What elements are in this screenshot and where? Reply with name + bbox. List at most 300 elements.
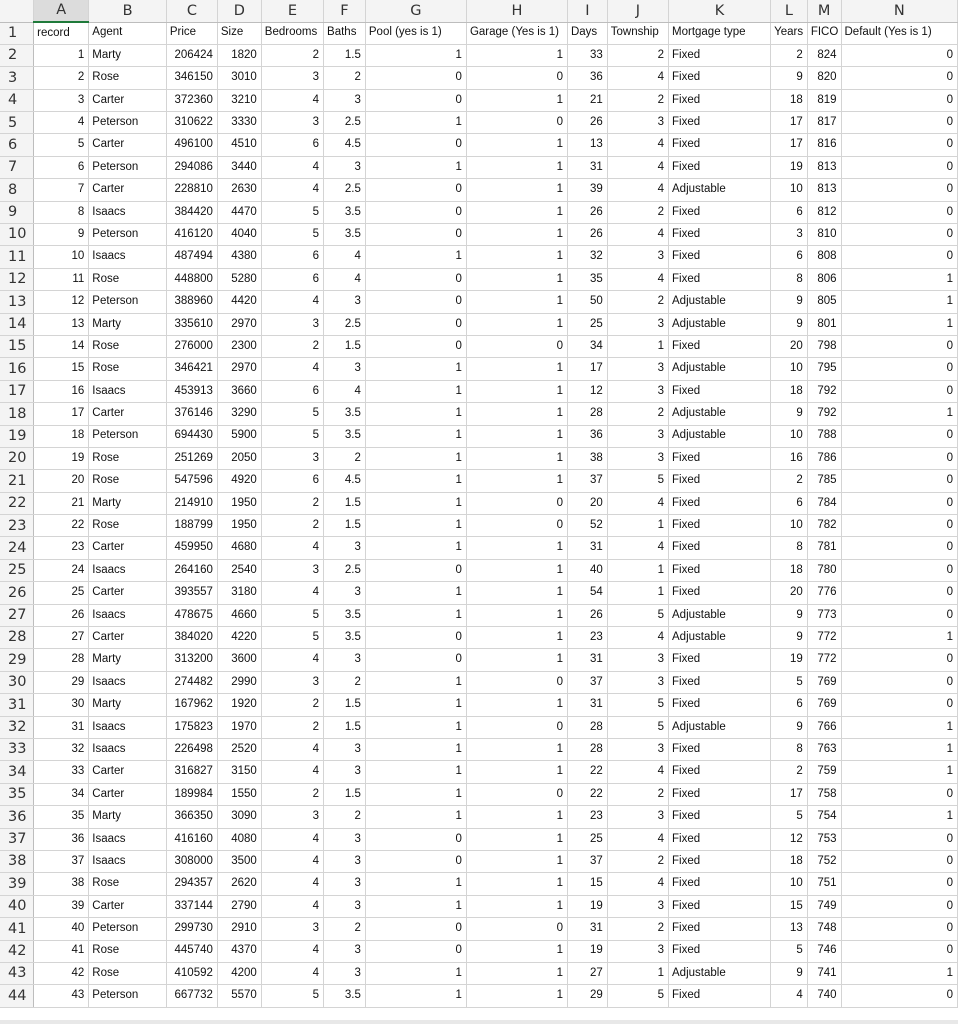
cell[interactable]: 1 xyxy=(466,380,567,402)
cell[interactable]: 5 xyxy=(771,940,808,962)
cell[interactable]: 36 xyxy=(567,67,607,89)
header-cell[interactable]: Township xyxy=(607,22,668,44)
cell[interactable]: 0 xyxy=(841,671,958,693)
cell[interactable]: 12 xyxy=(771,828,808,850)
cell[interactable]: 798 xyxy=(807,335,841,357)
cell[interactable]: 226498 xyxy=(166,739,217,761)
cell[interactable]: Isaacs xyxy=(89,828,167,850)
cell[interactable]: 763 xyxy=(807,739,841,761)
cell[interactable]: 2970 xyxy=(217,358,261,380)
cell[interactable]: 35 xyxy=(567,268,607,290)
cell[interactable]: 54 xyxy=(567,582,607,604)
cell[interactable]: 16 xyxy=(771,447,808,469)
row-header[interactable]: 41 xyxy=(0,918,34,940)
cell[interactable]: 0 xyxy=(841,201,958,223)
cell[interactable]: Fixed xyxy=(669,582,771,604)
column-header-n[interactable]: N xyxy=(841,0,958,22)
cell[interactable]: 0 xyxy=(841,89,958,111)
cell[interactable]: 1 xyxy=(365,604,466,626)
cell[interactable]: 1 xyxy=(466,962,567,984)
select-all-corner[interactable] xyxy=(0,0,34,22)
cell[interactable]: Isaacs xyxy=(89,201,167,223)
cell[interactable]: 23 xyxy=(34,537,89,559)
cell[interactable]: 4920 xyxy=(217,470,261,492)
cell[interactable]: 34 xyxy=(34,783,89,805)
cell[interactable]: 694430 xyxy=(166,425,217,447)
cell[interactable]: 3 xyxy=(324,739,366,761)
cell[interactable]: 2540 xyxy=(217,559,261,581)
cell[interactable]: 18 xyxy=(771,559,808,581)
cell[interactable]: 3330 xyxy=(217,112,261,134)
cell[interactable]: Adjustable xyxy=(669,604,771,626)
row-header[interactable]: 44 xyxy=(0,985,34,1007)
cell[interactable]: 31 xyxy=(567,918,607,940)
cell[interactable]: 18 xyxy=(771,850,808,872)
row-header[interactable]: 14 xyxy=(0,313,34,335)
cell[interactable]: 40 xyxy=(567,559,607,581)
cell[interactable]: 813 xyxy=(807,156,841,178)
cell[interactable]: 1 xyxy=(365,537,466,559)
cell[interactable]: Fixed xyxy=(669,761,771,783)
cell[interactable]: 346150 xyxy=(166,67,217,89)
cell[interactable]: 3 xyxy=(261,67,323,89)
cell[interactable]: 3.5 xyxy=(324,201,366,223)
cell[interactable]: 812 xyxy=(807,201,841,223)
column-header-l[interactable]: L xyxy=(771,0,808,22)
cell[interactable]: 31 xyxy=(34,716,89,738)
cell[interactable]: 2 xyxy=(261,716,323,738)
cell[interactable]: 0 xyxy=(841,582,958,604)
cell[interactable]: 5280 xyxy=(217,268,261,290)
cell[interactable]: 1 xyxy=(365,739,466,761)
cell[interactable]: Isaacs xyxy=(89,716,167,738)
cell[interactable]: 28 xyxy=(567,716,607,738)
cell[interactable]: 2 xyxy=(324,806,366,828)
cell[interactable]: 3 xyxy=(261,313,323,335)
cell[interactable]: 0 xyxy=(466,492,567,514)
cell[interactable]: 1 xyxy=(365,806,466,828)
cell[interactable]: 313200 xyxy=(166,649,217,671)
cell[interactable]: 3.5 xyxy=(324,425,366,447)
cell[interactable]: 0 xyxy=(466,67,567,89)
cell[interactable]: 740 xyxy=(807,985,841,1007)
cell[interactable]: 40 xyxy=(34,918,89,940)
cell[interactable]: 2520 xyxy=(217,739,261,761)
cell[interactable]: 808 xyxy=(807,246,841,268)
cell[interactable]: 12 xyxy=(34,291,89,313)
row-header[interactable]: 28 xyxy=(0,627,34,649)
cell[interactable]: 38 xyxy=(34,873,89,895)
cell[interactable]: 1950 xyxy=(217,515,261,537)
cell[interactable]: 175823 xyxy=(166,716,217,738)
cell[interactable]: 1 xyxy=(466,246,567,268)
cell[interactable]: Marty xyxy=(89,313,167,335)
cell[interactable]: 1950 xyxy=(217,492,261,514)
cell[interactable]: 21 xyxy=(567,89,607,111)
cell[interactable]: Fixed xyxy=(669,940,771,962)
cell[interactable]: 1 xyxy=(466,537,567,559)
cell[interactable]: 1 xyxy=(365,246,466,268)
cell[interactable]: 0 xyxy=(841,179,958,201)
cell[interactable]: 2 xyxy=(34,67,89,89)
cell[interactable]: 189984 xyxy=(166,783,217,805)
cell[interactable]: 1.5 xyxy=(324,335,366,357)
cell[interactable]: Fixed xyxy=(669,380,771,402)
cell[interactable]: 4 xyxy=(261,761,323,783)
cell[interactable]: 33 xyxy=(34,761,89,783)
cell[interactable]: 7 xyxy=(34,179,89,201)
cell[interactable]: 824 xyxy=(807,44,841,66)
cell[interactable]: 10 xyxy=(771,179,808,201)
cell[interactable]: Adjustable xyxy=(669,358,771,380)
cell[interactable]: 1 xyxy=(466,44,567,66)
cell[interactable]: 453913 xyxy=(166,380,217,402)
cell[interactable]: 3 xyxy=(324,940,366,962)
cell[interactable]: 5 xyxy=(34,134,89,156)
header-cell[interactable]: Size xyxy=(217,22,261,44)
cell[interactable]: 1 xyxy=(841,291,958,313)
cell[interactable]: 6 xyxy=(261,470,323,492)
cell[interactable]: 37 xyxy=(567,671,607,693)
cell[interactable]: 20 xyxy=(567,492,607,514)
cell[interactable]: 2 xyxy=(324,918,366,940)
cell[interactable]: 5 xyxy=(261,201,323,223)
cell[interactable]: 1.5 xyxy=(324,716,366,738)
cell[interactable]: 9 xyxy=(771,67,808,89)
cell[interactable]: 3 xyxy=(324,89,366,111)
cell[interactable]: Peterson xyxy=(89,985,167,1007)
cell[interactable]: 0 xyxy=(841,380,958,402)
cell[interactable]: 792 xyxy=(807,380,841,402)
cell[interactable]: 2630 xyxy=(217,179,261,201)
cell[interactable]: 766 xyxy=(807,716,841,738)
cell[interactable]: Fixed xyxy=(669,447,771,469)
cell[interactable]: 36 xyxy=(567,425,607,447)
cell[interactable]: 5 xyxy=(261,985,323,1007)
cell[interactable]: 3 xyxy=(324,962,366,984)
cell[interactable]: 2 xyxy=(261,44,323,66)
cell[interactable]: 1.5 xyxy=(324,44,366,66)
column-header-f[interactable]: F xyxy=(324,0,366,22)
cell[interactable]: 3 xyxy=(324,156,366,178)
cell[interactable]: 17 xyxy=(34,403,89,425)
cell[interactable]: Carter xyxy=(89,582,167,604)
cell[interactable]: 11 xyxy=(34,268,89,290)
cell[interactable]: 4 xyxy=(607,537,668,559)
cell[interactable]: 3500 xyxy=(217,850,261,872)
cell[interactable]: 31 xyxy=(567,156,607,178)
row-header[interactable]: 32 xyxy=(0,716,34,738)
cell[interactable]: 0 xyxy=(365,918,466,940)
cell[interactable]: 1 xyxy=(466,604,567,626)
cell[interactable]: Adjustable xyxy=(669,403,771,425)
cell[interactable]: 1 xyxy=(466,89,567,111)
cell[interactable]: 4 xyxy=(261,895,323,917)
cell[interactable]: 310622 xyxy=(166,112,217,134)
cell[interactable]: 6 xyxy=(261,268,323,290)
cell[interactable]: 4 xyxy=(261,962,323,984)
cell[interactable]: 667732 xyxy=(166,985,217,1007)
row-header[interactable]: 9 xyxy=(0,201,34,223)
column-header-j[interactable]: J xyxy=(607,0,668,22)
row-header[interactable]: 40 xyxy=(0,895,34,917)
header-cell[interactable]: Bedrooms xyxy=(261,22,323,44)
cell[interactable]: 1 xyxy=(365,358,466,380)
cell[interactable]: Fixed xyxy=(669,649,771,671)
cell[interactable]: 29 xyxy=(34,671,89,693)
cell[interactable]: 5 xyxy=(607,716,668,738)
cell[interactable]: Isaacs xyxy=(89,604,167,626)
cell[interactable]: Peterson xyxy=(89,112,167,134)
cell[interactable]: Rose xyxy=(89,268,167,290)
cell[interactable]: 5 xyxy=(771,671,808,693)
cell[interactable]: 8 xyxy=(771,739,808,761)
row-header[interactable]: 42 xyxy=(0,940,34,962)
cell[interactable]: 4 xyxy=(607,268,668,290)
cell[interactable]: Fixed xyxy=(669,268,771,290)
cell[interactable]: Rose xyxy=(89,873,167,895)
cell[interactable]: 1820 xyxy=(217,44,261,66)
cell[interactable]: Adjustable xyxy=(669,962,771,984)
cell[interactable]: 3 xyxy=(771,224,808,246)
cell[interactable]: 780 xyxy=(807,559,841,581)
cell[interactable]: 18 xyxy=(771,89,808,111)
cell[interactable]: 1 xyxy=(466,559,567,581)
cell[interactable]: 26 xyxy=(567,201,607,223)
cell[interactable]: 0 xyxy=(365,335,466,357)
cell[interactable]: 372360 xyxy=(166,89,217,111)
cell[interactable]: 5 xyxy=(607,985,668,1007)
cell[interactable]: 28 xyxy=(34,649,89,671)
cell[interactable]: Isaacs xyxy=(89,380,167,402)
cell[interactable]: 3 xyxy=(324,649,366,671)
cell[interactable]: Carter xyxy=(89,403,167,425)
cell[interactable]: 3 xyxy=(324,761,366,783)
cell[interactable]: 3 xyxy=(324,895,366,917)
cell[interactable]: 20 xyxy=(771,582,808,604)
cell[interactable]: 0 xyxy=(841,828,958,850)
cell[interactable]: 3.5 xyxy=(324,224,366,246)
cell[interactable]: Fixed xyxy=(669,694,771,716)
cell[interactable]: 1 xyxy=(466,291,567,313)
row-header[interactable]: 19 xyxy=(0,425,34,447)
cell[interactable]: 393557 xyxy=(166,582,217,604)
cell[interactable]: 1.5 xyxy=(324,515,366,537)
cell[interactable]: Carter xyxy=(89,537,167,559)
cell[interactable]: Marty xyxy=(89,649,167,671)
cell[interactable]: 3 xyxy=(607,313,668,335)
cell[interactable]: 3.5 xyxy=(324,985,366,1007)
cell[interactable]: 0 xyxy=(841,447,958,469)
cell[interactable]: 3600 xyxy=(217,649,261,671)
cell[interactable]: Carter xyxy=(89,783,167,805)
row-header[interactable]: 1 xyxy=(0,22,34,44)
cell[interactable]: 0 xyxy=(841,783,958,805)
cell[interactable]: 0 xyxy=(841,44,958,66)
cell[interactable]: 3 xyxy=(607,895,668,917)
cell[interactable]: 0 xyxy=(365,850,466,872)
cell[interactable]: 753 xyxy=(807,828,841,850)
cell[interactable]: 2 xyxy=(324,447,366,469)
cell[interactable]: 6 xyxy=(771,694,808,716)
cell[interactable]: 10 xyxy=(34,246,89,268)
cell[interactable]: 206424 xyxy=(166,44,217,66)
cell[interactable]: 1 xyxy=(466,985,567,1007)
cell[interactable]: 19 xyxy=(771,156,808,178)
cell[interactable]: Fixed xyxy=(669,335,771,357)
row-header[interactable]: 31 xyxy=(0,694,34,716)
cell[interactable]: 1 xyxy=(466,268,567,290)
cell[interactable]: 3 xyxy=(607,380,668,402)
row-header[interactable]: 30 xyxy=(0,671,34,693)
cell[interactable]: Carter xyxy=(89,89,167,111)
cell[interactable]: 4 xyxy=(261,179,323,201)
cell[interactable]: 748 xyxy=(807,918,841,940)
cell[interactable]: 2 xyxy=(607,44,668,66)
cell[interactable]: 792 xyxy=(807,403,841,425)
cell[interactable]: 3 xyxy=(324,582,366,604)
cell[interactable]: 805 xyxy=(807,291,841,313)
cell[interactable]: 0 xyxy=(841,537,958,559)
cell[interactable]: 4 xyxy=(34,112,89,134)
cell[interactable]: Fixed xyxy=(669,112,771,134)
cell[interactable]: Marty xyxy=(89,44,167,66)
cell[interactable]: 3010 xyxy=(217,67,261,89)
cell[interactable]: Isaacs xyxy=(89,850,167,872)
column-header-b[interactable]: B xyxy=(89,0,167,22)
cell[interactable]: 788 xyxy=(807,425,841,447)
cell[interactable]: 4 xyxy=(771,985,808,1007)
cell[interactable]: 758 xyxy=(807,783,841,805)
cell[interactable]: 769 xyxy=(807,694,841,716)
cell[interactable]: 4 xyxy=(261,873,323,895)
cell[interactable]: 781 xyxy=(807,537,841,559)
row-header[interactable]: 24 xyxy=(0,537,34,559)
cell[interactable]: 31 xyxy=(567,694,607,716)
cell[interactable]: 784 xyxy=(807,492,841,514)
cell[interactable]: 3 xyxy=(324,537,366,559)
cell[interactable]: 4680 xyxy=(217,537,261,559)
cell[interactable]: 5 xyxy=(261,403,323,425)
row-header[interactable]: 39 xyxy=(0,873,34,895)
cell[interactable]: 13 xyxy=(771,918,808,940)
cell[interactable]: Fixed xyxy=(669,873,771,895)
row-header[interactable]: 23 xyxy=(0,515,34,537)
cell[interactable]: 4 xyxy=(261,649,323,671)
cell[interactable]: 1 xyxy=(365,582,466,604)
cell[interactable]: 9 xyxy=(771,962,808,984)
row-header[interactable]: 27 xyxy=(0,604,34,626)
cell[interactable]: 496100 xyxy=(166,134,217,156)
cell[interactable]: Fixed xyxy=(669,515,771,537)
header-cell[interactable]: record xyxy=(34,22,89,44)
cell[interactable]: 3.5 xyxy=(324,403,366,425)
cell[interactable]: 4 xyxy=(261,828,323,850)
cell[interactable]: Fixed xyxy=(669,985,771,1007)
cell[interactable]: 1 xyxy=(841,806,958,828)
cell[interactable]: 4080 xyxy=(217,828,261,850)
cell[interactable]: 23 xyxy=(567,806,607,828)
cell[interactable]: 3 xyxy=(607,246,668,268)
cell[interactable]: 2 xyxy=(607,89,668,111)
cell[interactable]: 1 xyxy=(365,403,466,425)
cell[interactable]: Fixed xyxy=(669,671,771,693)
cell[interactable]: 335610 xyxy=(166,313,217,335)
cell[interactable]: 2.5 xyxy=(324,559,366,581)
cell[interactable]: 0 xyxy=(841,559,958,581)
cell[interactable]: 3 xyxy=(607,447,668,469)
row-header[interactable]: 17 xyxy=(0,380,34,402)
cell[interactable]: 0 xyxy=(841,895,958,917)
cell[interactable]: 1 xyxy=(365,425,466,447)
cell[interactable]: 1 xyxy=(607,335,668,357)
cell[interactable]: 4510 xyxy=(217,134,261,156)
cell[interactable]: 1 xyxy=(466,627,567,649)
cell[interactable]: 1 xyxy=(466,470,567,492)
row-header[interactable]: 2 xyxy=(0,44,34,66)
cell[interactable]: 5 xyxy=(261,224,323,246)
cell[interactable]: 38 xyxy=(567,447,607,469)
cell[interactable]: 0 xyxy=(365,627,466,649)
cell[interactable]: 5 xyxy=(261,604,323,626)
cell[interactable]: 478675 xyxy=(166,604,217,626)
cell[interactable]: 251269 xyxy=(166,447,217,469)
cell[interactable]: 1 xyxy=(607,582,668,604)
cell[interactable]: 4 xyxy=(261,89,323,111)
cell[interactable]: 10 xyxy=(771,873,808,895)
cell[interactable]: 9 xyxy=(771,627,808,649)
cell[interactable]: 4 xyxy=(261,156,323,178)
cell[interactable]: 3150 xyxy=(217,761,261,783)
cell[interactable]: 4 xyxy=(607,627,668,649)
cell[interactable]: Rose xyxy=(89,940,167,962)
cell[interactable]: 772 xyxy=(807,649,841,671)
cell[interactable]: 3 xyxy=(324,850,366,872)
cell[interactable]: 0 xyxy=(841,156,958,178)
cell[interactable]: 1 xyxy=(466,649,567,671)
cell[interactable]: 2.5 xyxy=(324,112,366,134)
cell[interactable]: 0 xyxy=(841,425,958,447)
cell[interactable]: 35 xyxy=(34,806,89,828)
cell[interactable]: Isaacs xyxy=(89,739,167,761)
cell[interactable]: 3 xyxy=(607,358,668,380)
cell[interactable]: 32 xyxy=(34,739,89,761)
cell[interactable]: 0 xyxy=(841,873,958,895)
cell[interactable]: 376146 xyxy=(166,403,217,425)
cell[interactable]: 1 xyxy=(365,447,466,469)
cell[interactable]: 487494 xyxy=(166,246,217,268)
row-header[interactable]: 13 xyxy=(0,291,34,313)
row-header[interactable]: 26 xyxy=(0,582,34,604)
cell[interactable]: 9 xyxy=(771,403,808,425)
cell[interactable]: Adjustable xyxy=(669,313,771,335)
cell[interactable]: 820 xyxy=(807,67,841,89)
column-header-k[interactable]: K xyxy=(669,0,771,22)
cell[interactable]: Carter xyxy=(89,134,167,156)
cell[interactable]: 0 xyxy=(365,67,466,89)
cell[interactable]: 1 xyxy=(466,873,567,895)
cell[interactable]: 15 xyxy=(771,895,808,917)
cell[interactable]: 19 xyxy=(567,895,607,917)
cell[interactable]: 0 xyxy=(841,134,958,156)
cell[interactable]: 4.5 xyxy=(324,470,366,492)
cell[interactable]: 10 xyxy=(771,358,808,380)
cell[interactable]: 316827 xyxy=(166,761,217,783)
cell[interactable]: 294357 xyxy=(166,873,217,895)
row-header[interactable]: 11 xyxy=(0,246,34,268)
row-header[interactable]: 5 xyxy=(0,112,34,134)
cell[interactable]: 2790 xyxy=(217,895,261,917)
